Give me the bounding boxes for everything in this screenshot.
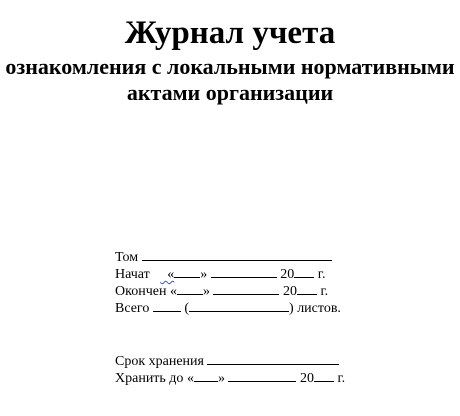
keep-day-blank[interactable]	[194, 369, 218, 382]
keep-year-blank[interactable]	[314, 369, 334, 382]
volume-line	[115, 248, 345, 265]
started-open-quote: «	[167, 267, 175, 282]
finished-open-quote: «	[169, 284, 177, 299]
keep-until-line	[115, 369, 345, 386]
total-close-paren: )	[289, 301, 294, 316]
started-month-blank[interactable]	[211, 265, 277, 278]
journal-title: Журнал учета	[124, 15, 336, 51]
finished-label: Окончен	[115, 284, 167, 299]
keep-month-blank[interactable]	[228, 369, 296, 382]
started-line	[115, 265, 345, 282]
keep-year-prefix: 20	[299, 371, 314, 386]
total-line	[115, 299, 345, 316]
finished-year-blank[interactable]	[297, 282, 317, 295]
retention-label: Срок хранения	[115, 354, 204, 369]
finished-day-blank[interactable]	[177, 282, 203, 295]
started-year-blank[interactable]	[294, 265, 314, 278]
started-day-blank[interactable]	[174, 265, 200, 278]
finished-line	[115, 282, 345, 299]
spacer	[115, 316, 345, 352]
keep-close-quote: »	[217, 371, 225, 386]
total-suffix: листов.	[297, 301, 341, 316]
keep-open-quote: «	[186, 371, 194, 386]
volume-blank[interactable]	[142, 248, 332, 261]
retention-line	[115, 352, 345, 369]
total-open-paren: (	[184, 301, 190, 316]
volume-label: Том	[115, 250, 139, 265]
total-words-blank[interactable]	[189, 299, 289, 312]
total-label: Всего	[115, 301, 150, 316]
journal-subtitle-line-1: ознакомления с локальными нормативными	[5, 54, 455, 79]
finished-year-prefix: 20	[282, 284, 297, 299]
started-close-quote: »	[200, 267, 208, 282]
keep-year-suffix: г.	[337, 371, 346, 386]
journal-subtitle-line-2: актами организации	[126, 80, 334, 105]
keep-until-label: Хранить до	[115, 371, 184, 386]
started-label: Начат	[115, 267, 150, 282]
started-year-prefix: 20	[280, 267, 295, 282]
cover-fields	[115, 248, 345, 386]
finished-year-suffix: г.	[320, 284, 329, 299]
retention-blank[interactable]	[207, 352, 339, 365]
finished-month-blank[interactable]	[213, 282, 279, 295]
total-number-blank[interactable]	[153, 299, 181, 312]
finished-close-quote: »	[202, 284, 210, 299]
started-year-suffix: г.	[317, 267, 326, 282]
